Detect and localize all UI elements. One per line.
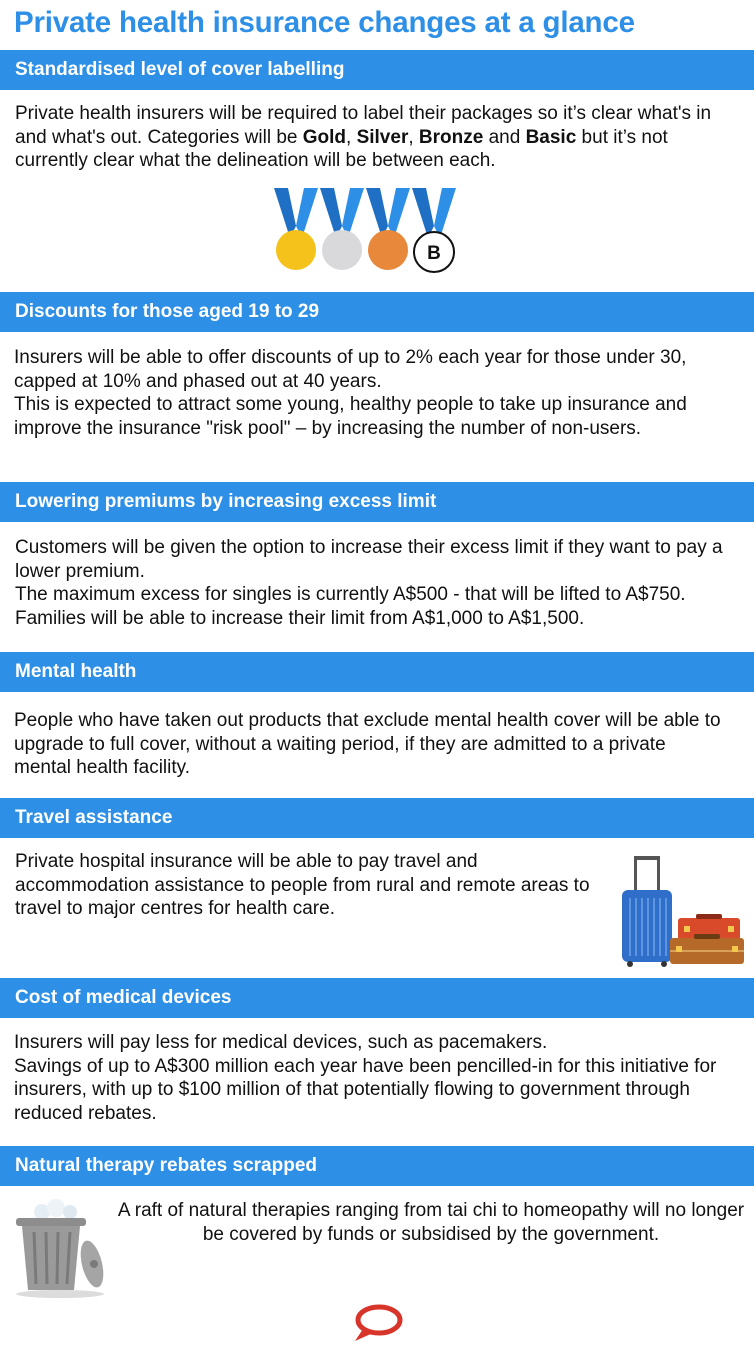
body-paragraph: Savings of up to A$300 million each year have been pencilled-in for this initiative for insurers, with up to $100 million of that potentially flowing to government through reduced rebates. — [14, 1055, 717, 1124]
separator: , — [346, 126, 357, 148]
section-heading-natural-therapy — [0, 1146, 754, 1186]
section-body-medical-devices — [14, 1031, 724, 1125]
category-silver: Silver — [356, 126, 409, 148]
gold-medal-icon — [274, 188, 318, 270]
section-heading-text: Discounts for those aged 19 to 29 — [15, 301, 320, 322]
separator: and — [483, 126, 526, 148]
section-body-cover-labelling — [15, 102, 745, 173]
trash-bin-icon — [10, 1198, 110, 1303]
section-body-natural-therapy — [116, 1199, 746, 1246]
medal-icons — [270, 186, 470, 283]
bronze-medal-icon — [366, 188, 410, 270]
body-text: but it’s not currently clear what the delineation will be between each. — [15, 126, 668, 171]
section-heading-cover-labelling — [0, 50, 754, 90]
body-paragraph: Private hospital insurance will be able to pay travel and accommodation assistance to people from rural and remote areas to travel to major centres for health care. — [15, 851, 590, 919]
section-heading-text: Natural therapy rebates scrapped — [15, 1155, 318, 1176]
section-body-excess-limit — [15, 536, 745, 630]
basic-badge-letter: B — [427, 243, 441, 264]
section-body-travel-assistance — [15, 850, 600, 921]
section-heading-mental-health — [0, 652, 754, 692]
basic-medal-icon — [412, 188, 456, 272]
body-paragraph: Customers will be given the option to increase their excess limit if they want to pay a lower premium. — [15, 537, 723, 582]
body-paragraph: A raft of natural therapies ranging from tai chi to homeopathy will no longer be covered by funds or subsidised by the government. — [117, 1200, 745, 1245]
section-body-discounts — [14, 346, 714, 440]
section-heading-text: Standardised level of cover labelling — [15, 59, 345, 80]
body-paragraph: People who have taken out products that exclude mental health cover will be able to upgrade to full cover, without a waiting period, if they are admitted to a private mental health facility. — [14, 710, 721, 778]
category-bronze: Bronze — [418, 126, 484, 148]
category-gold: Gold — [302, 126, 347, 148]
luggage-icon — [616, 852, 746, 973]
section-heading-text: Lowering premiums by increasing excess limit — [15, 491, 437, 512]
section-heading-excess-limit — [0, 482, 754, 522]
speech-bubble-logo-icon — [349, 1303, 405, 1348]
section-body-mental-health — [14, 709, 724, 780]
body-paragraph: The maximum excess for singles is currently A$500 - that will be lifted to A$750. Families will be able to increase their limit from A$1,000 to A$1,500. — [15, 584, 686, 629]
silver-medal-icon — [320, 188, 364, 270]
section-heading-medical-devices — [0, 978, 754, 1018]
section-heading-travel-assistance — [0, 798, 754, 838]
section-heading-discounts — [0, 292, 754, 332]
section-heading-text: Mental health — [15, 661, 137, 682]
category-basic: Basic — [525, 126, 577, 148]
section-heading-text: Cost of medical devices — [15, 987, 232, 1008]
body-paragraph: Insurers will pay less for medical devices, such as pacemakers. — [14, 1032, 548, 1053]
separator: , — [408, 126, 419, 148]
section-heading-text: Travel assistance — [15, 807, 173, 828]
page-title: Private health insurance changes at a glance — [14, 6, 635, 39]
body-text: Private health insurers will be required to label their packages so it’s clear what's in and what's out. Categories will be — [15, 103, 712, 148]
body-paragraph: Insurers will be able to offer discounts of up to 2% each year for those under 30, capped at 10% and phased out at 40 years. — [14, 347, 687, 392]
body-paragraph: This is expected to attract some young, healthy people to take up insurance and improve the insurance "risk pool" – by increasing the number of non-users. — [14, 394, 687, 439]
